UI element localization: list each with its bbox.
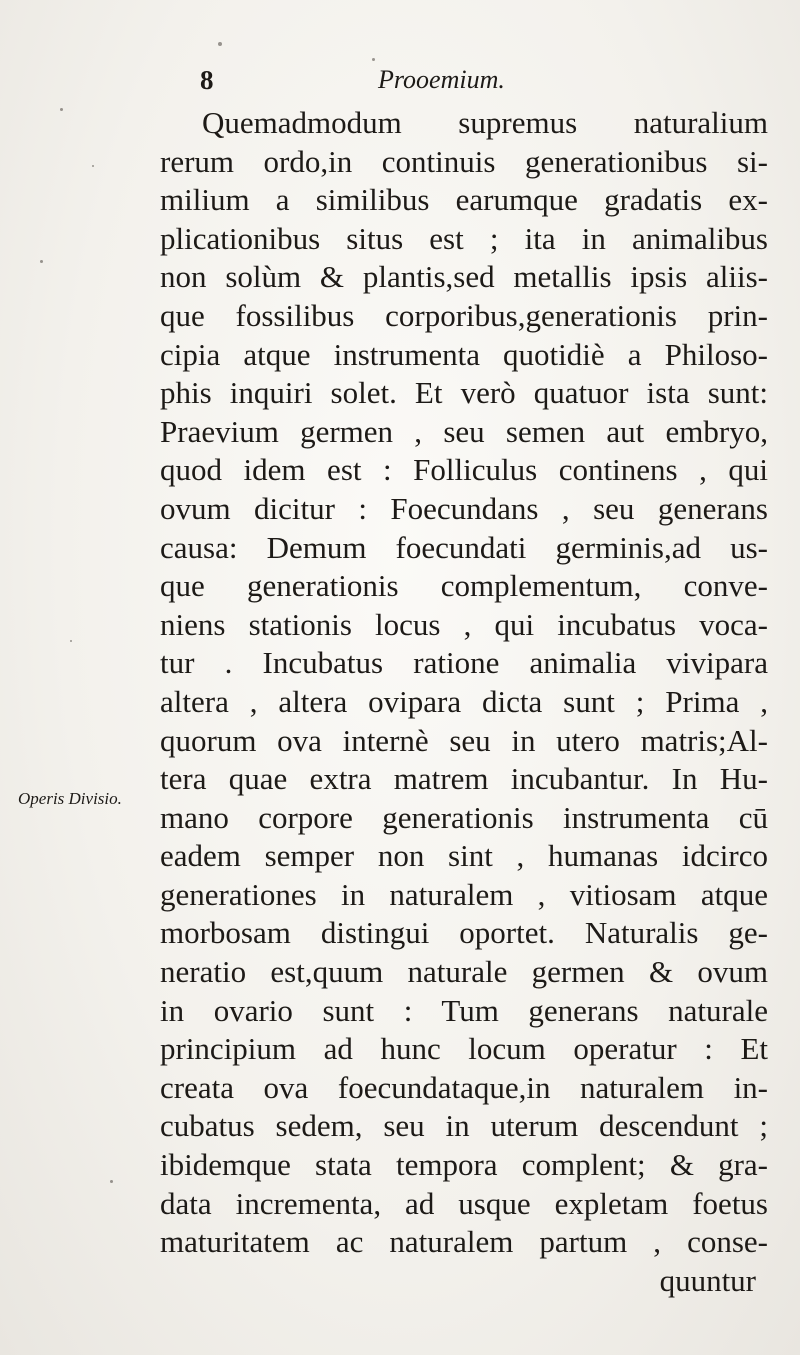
text-line: que fossilibus corporibus,generationis prin- xyxy=(160,297,768,333)
text-line: creata ova foecundataque,in naturalem in- xyxy=(160,1069,768,1105)
text-line: in ovario sunt : Tum generans naturale xyxy=(160,992,768,1028)
text-line: Quemadmodum supremus naturalium xyxy=(202,105,768,140)
ink-speck xyxy=(372,58,375,61)
text-line: plicationibus situs est ; ita in animalibus xyxy=(160,220,768,256)
text-line: ibidemque stata tempora complent; & gra- xyxy=(160,1147,768,1183)
text-line: data incrementa, ad usque expletam foetus xyxy=(160,1185,768,1221)
running-head: Prooemium. xyxy=(378,65,505,94)
text-line: principium ad hunc locum operatur : Et xyxy=(160,1031,768,1067)
text-line: eadem semper non sint , humanas idcirco xyxy=(160,838,768,874)
text-line: tur . Incubatus ratione animalia vivipara xyxy=(160,645,768,681)
text-line: cipia atque instrumenta quotidiè a Philoso- xyxy=(160,336,768,372)
text-line: milium a similibus earumque gradatis ex- xyxy=(160,182,768,218)
ink-speck xyxy=(110,1180,113,1183)
text-line: altera , altera ovipara dicta sunt ; Prima , xyxy=(160,683,768,719)
text-line: rerum ordo,in continuis generationibus si- xyxy=(160,143,768,179)
text-line: quod idem est : Folliculus continens , qui xyxy=(160,452,768,488)
text-line: morbosam distingui oportet. Naturalis ge- xyxy=(160,915,768,951)
text-line: quorum ova internè seu in utero matris;Al- xyxy=(160,722,768,758)
ink-speck xyxy=(70,640,72,642)
body-text xyxy=(160,104,768,1300)
text-line: ovum dicitur : Foecundans , seu generans xyxy=(160,490,768,526)
text-line: niens stationis locus , qui incubatus voca- xyxy=(160,606,768,642)
margin-note: Operis Divisio. xyxy=(18,789,122,808)
ink-speck xyxy=(40,260,43,263)
text-line: maturitatem ac naturalem partum , conse- xyxy=(160,1224,768,1260)
ink-speck xyxy=(218,42,222,46)
text-line: tera quae extra matrem incubantur. In Hu- xyxy=(160,761,768,797)
text-line: mano corpore generationis instrumenta cū xyxy=(160,799,768,835)
text-line: neratio est,quum naturale germen & ovum xyxy=(160,954,768,990)
text-line: phis inquiri solet. Et verò quatuor ista sunt: xyxy=(160,375,768,411)
catchword: quuntur xyxy=(659,1262,756,1298)
page-number: 8 xyxy=(200,65,214,95)
text-line: Praevium germen , seu semen aut embryo, xyxy=(160,413,768,449)
text-line: causa: Demum foecundati germinis,ad us- xyxy=(160,529,768,565)
text-line: que generationis complementum, conve- xyxy=(160,568,768,604)
text-line: non solùm & plantis,sed metallis ipsis aliis- xyxy=(160,259,768,295)
ink-speck xyxy=(60,108,63,111)
text-line: generationes in naturalem , vitiosam atque xyxy=(160,876,768,912)
ink-speck xyxy=(92,165,94,167)
text-line: cubatus sedem, seu in uterum descendunt ; xyxy=(160,1108,768,1144)
